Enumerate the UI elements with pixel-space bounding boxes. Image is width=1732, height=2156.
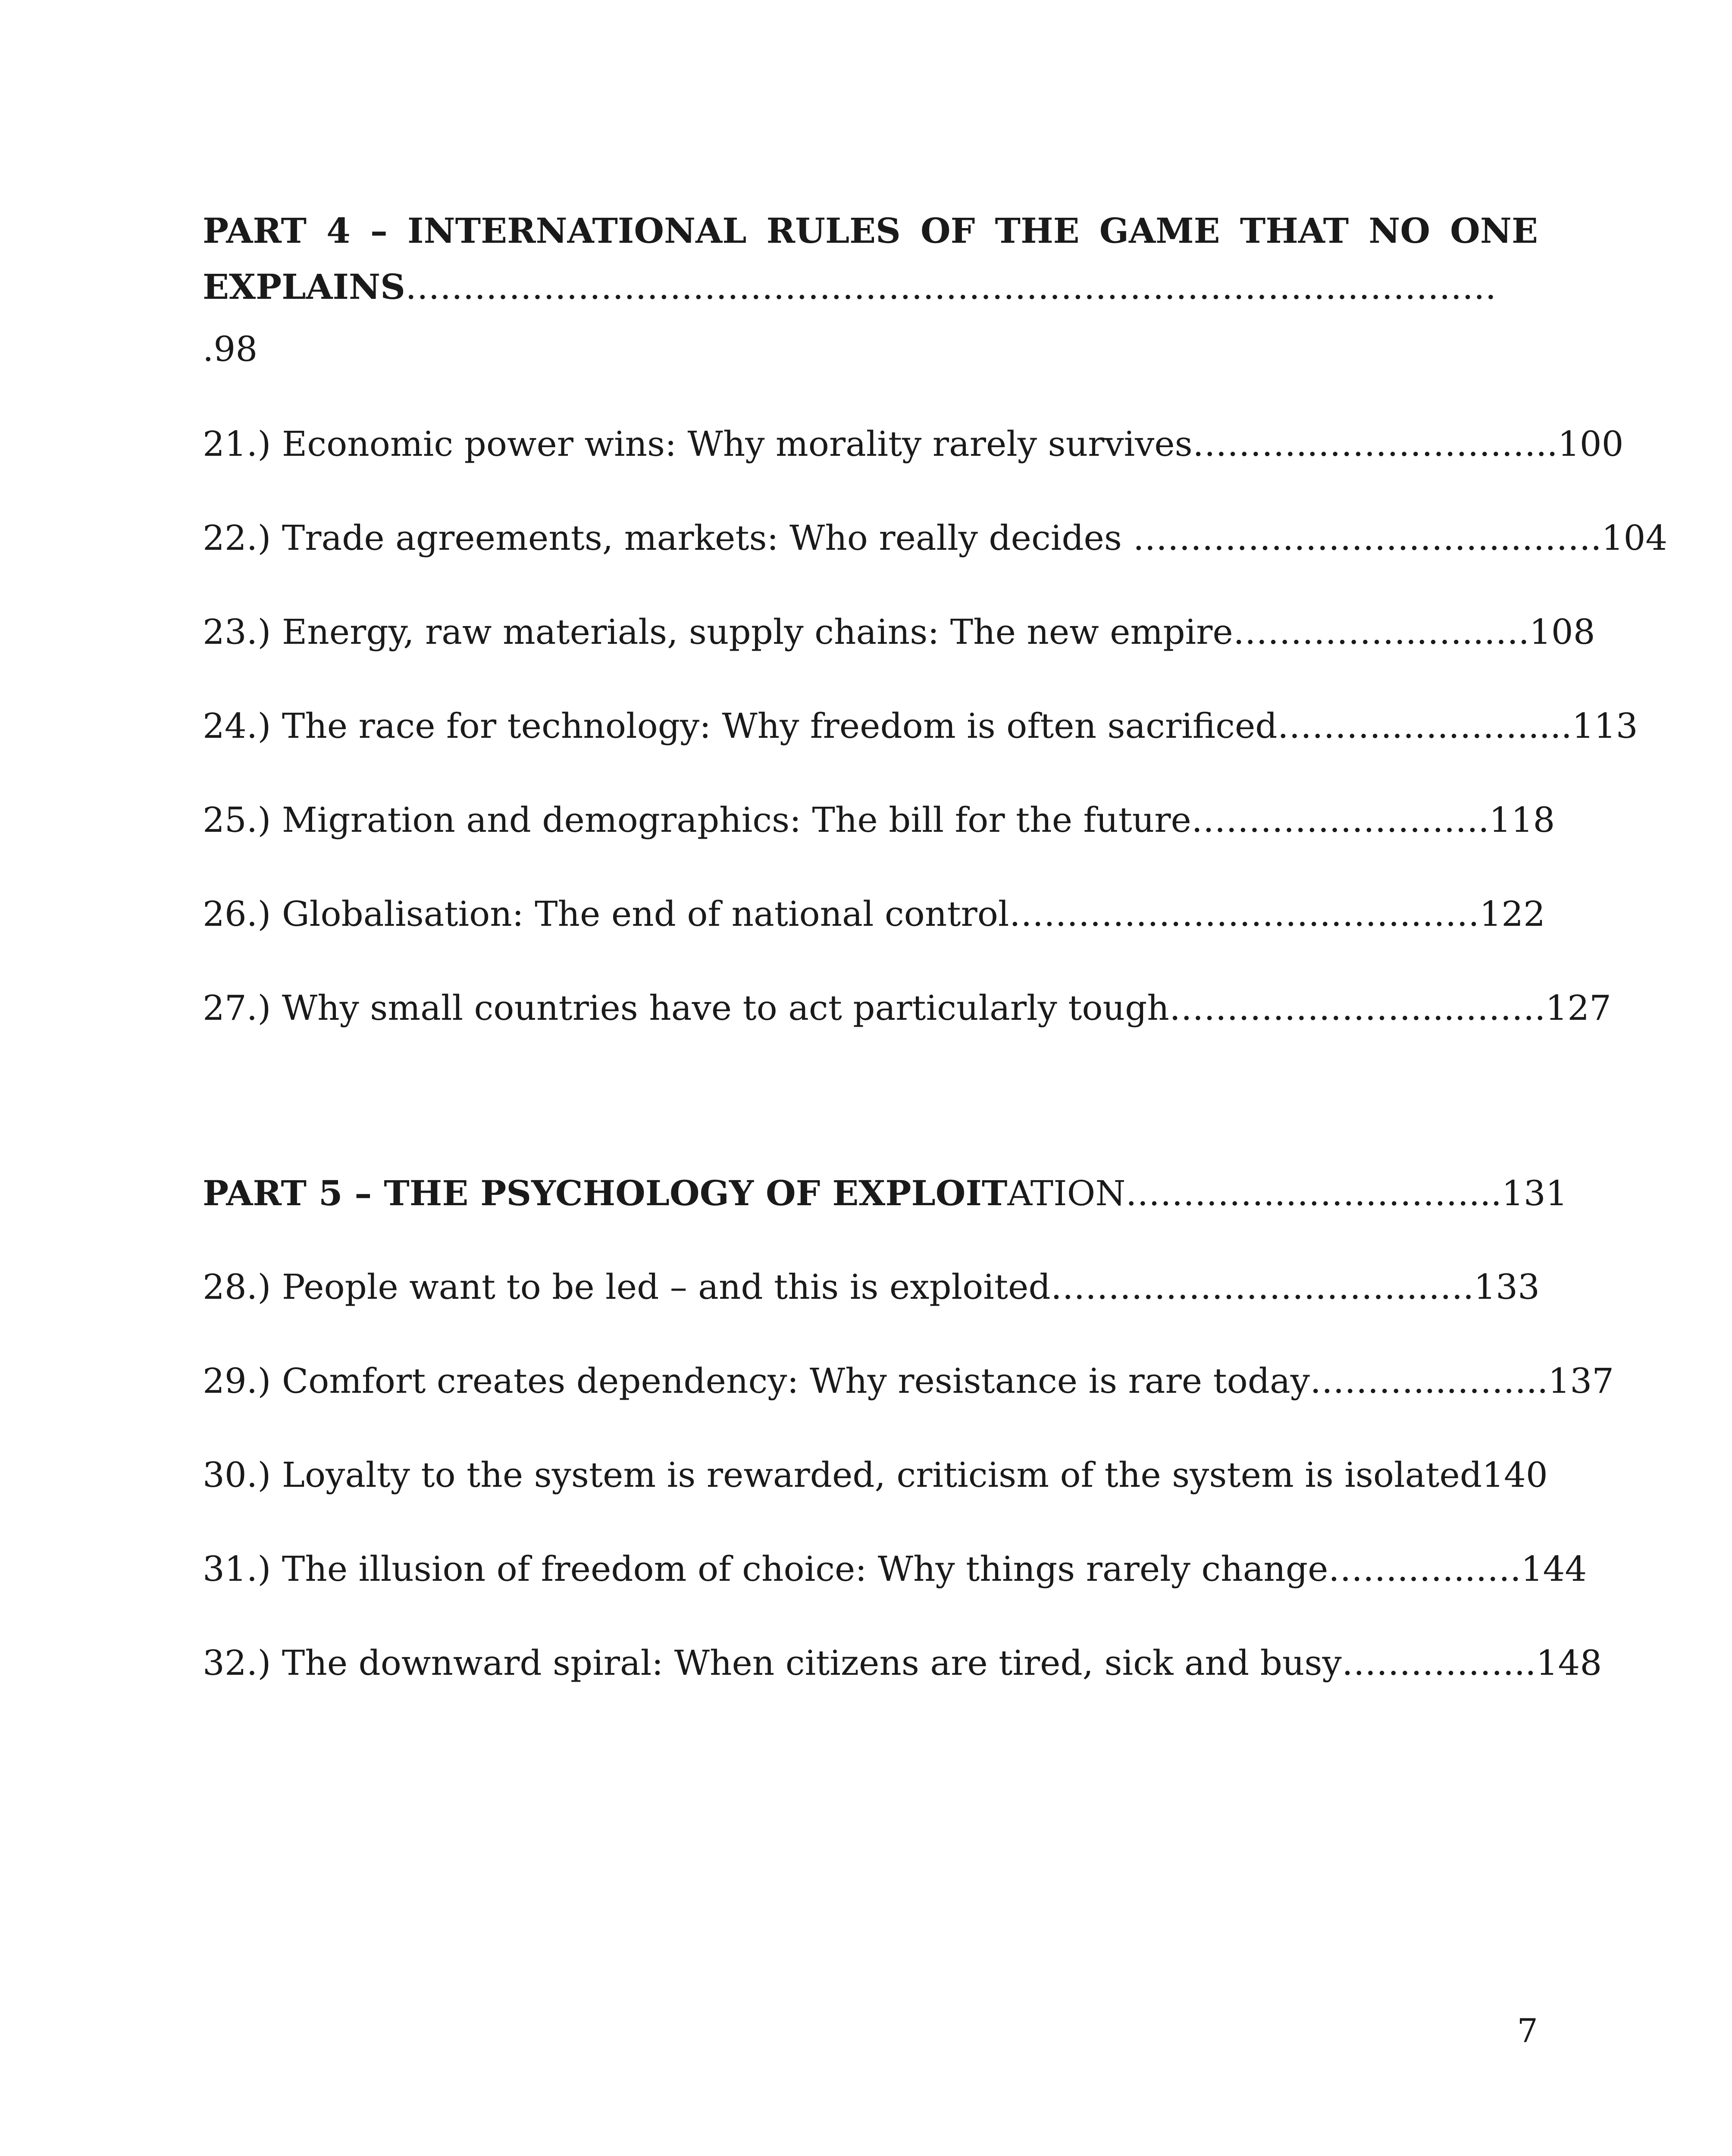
toc-entry-title: 25.) Migration and demographics: The bill for the future: [203, 800, 1191, 840]
toc-entry-title: 30.) Loyalty to the system is rewarded, criticism of the system is isolated: [203, 1455, 1482, 1495]
toc-entry-title: 23.) Energy, raw materials, supply chains: The new empire: [203, 612, 1233, 652]
toc-entry-page: 118: [1489, 800, 1555, 840]
part4-heading-word: NO: [1369, 210, 1431, 251]
toc-entry-page: 140: [1482, 1455, 1548, 1495]
toc-entry[interactable]: [203, 1549, 1587, 1589]
part4-heading-word: THAT: [1240, 210, 1349, 251]
toc-entry-page: 133: [1474, 1267, 1540, 1307]
toc-entry-title: 31.) The illusion of freedom of choice: Why things rarely change: [203, 1549, 1328, 1589]
toc-entry-title: 22.) Trade agreements, markets: Who really decides: [203, 518, 1133, 558]
toc-entry-page: 104: [1601, 518, 1668, 558]
part4-heading-word: THE: [995, 210, 1080, 251]
toc-entry[interactable]: [203, 1643, 1602, 1683]
toc-entry[interactable]: [203, 1361, 1614, 1401]
toc-entry-dots: ……………..…..….: [1233, 612, 1529, 652]
toc-entry[interactable]: [203, 424, 1624, 464]
toc-entry-page: 137: [1548, 1361, 1614, 1401]
toc-entry[interactable]: [203, 1267, 1540, 1307]
part4-heading-line1: [203, 210, 1538, 251]
part4-heading-dots: ………………………………………………………………………..…………: [405, 267, 1497, 307]
part4-heading-word: PART: [203, 210, 307, 251]
part4-heading-word: 4: [326, 210, 351, 251]
part5-heading-dots: …………..…….………...: [1125, 1173, 1502, 1213]
toc-entry-title: 21.) Economic power wins: Why morality rarely survives: [203, 424, 1193, 464]
part4-heading-word: –: [370, 210, 388, 251]
toc-entry-title: 24.) The race for technology: Why freedom is often sacrificed: [203, 706, 1278, 746]
toc-entry-dots: ……………..: [1341, 1643, 1536, 1683]
part4-heading-word: OF: [920, 210, 975, 251]
toc-entry-page: 148: [1536, 1643, 1602, 1683]
toc-entry-title: 32.) The downward spiral: When citizens are tired, sick and busy: [203, 1643, 1342, 1683]
part5-heading-regular: ATION: [1007, 1173, 1126, 1213]
toc-entry-page: 127: [1545, 988, 1612, 1028]
part5-heading-page: 131: [1501, 1173, 1568, 1213]
toc-entry[interactable]: [203, 612, 1595, 652]
toc-entry-page: 144: [1521, 1549, 1587, 1589]
toc-entry-dots: ……..…..….: [1328, 1549, 1521, 1589]
page-number: 7: [1517, 2012, 1538, 2050]
toc-entry-page: 113: [1572, 706, 1638, 746]
toc-entry[interactable]: [203, 706, 1638, 746]
part4-heading-word: ONE: [1450, 210, 1538, 251]
toc-entry-title: 28.) People want to be led – and this is exploited: [203, 1267, 1051, 1307]
toc-entry[interactable]: [203, 518, 1668, 558]
toc-entry-title: 26.) Globalisation: The end of national control: [203, 894, 1009, 934]
toc-entry-title: 27.) Why small countries have to act particularly tough: [203, 988, 1169, 1028]
toc-entry-page: 122: [1479, 894, 1546, 934]
toc-entry[interactable]: [203, 800, 1555, 840]
toc-entry-dots: ………….………….: [1191, 800, 1489, 840]
toc-entry-dots: …………………………...….: [1050, 1267, 1474, 1307]
toc-entry-dots: ……………………….…….……: [1009, 894, 1480, 934]
part5-heading-bold: PART 5 – THE PSYCHOLOGY OF EXPLOIT: [203, 1173, 1008, 1213]
toc-entry-page: 100: [1557, 424, 1624, 464]
toc-entry-dots: …………………….……...…….: [1133, 518, 1602, 558]
part4-heading-word: RULES: [766, 210, 901, 251]
toc-entry-dots: ………..….…….....: [1277, 706, 1572, 746]
part4-heading-explains: EXPLAINS: [203, 266, 405, 307]
part4-heading-page: .98: [203, 329, 258, 369]
toc-entry-dots: ………..…………….…..: [1192, 424, 1558, 464]
toc-entry-dots: ………....……..: [1309, 1361, 1548, 1401]
part5-heading: [203, 1173, 1568, 1213]
toc-entry-title: 29.) Comfort creates dependency: Why resistance is rare today: [203, 1361, 1310, 1401]
toc-entry[interactable]: [203, 1455, 1548, 1495]
toc-entry[interactable]: [203, 894, 1546, 934]
toc-entry[interactable]: [203, 988, 1612, 1028]
toc-entry-page: 108: [1529, 612, 1595, 652]
part4-heading-word: GAME: [1099, 210, 1220, 251]
part4-heading-line2: [203, 266, 1538, 307]
part4-heading-word: INTERNATIONAL: [407, 210, 747, 251]
toc-entry-dots: ………………….....…….: [1169, 988, 1546, 1028]
